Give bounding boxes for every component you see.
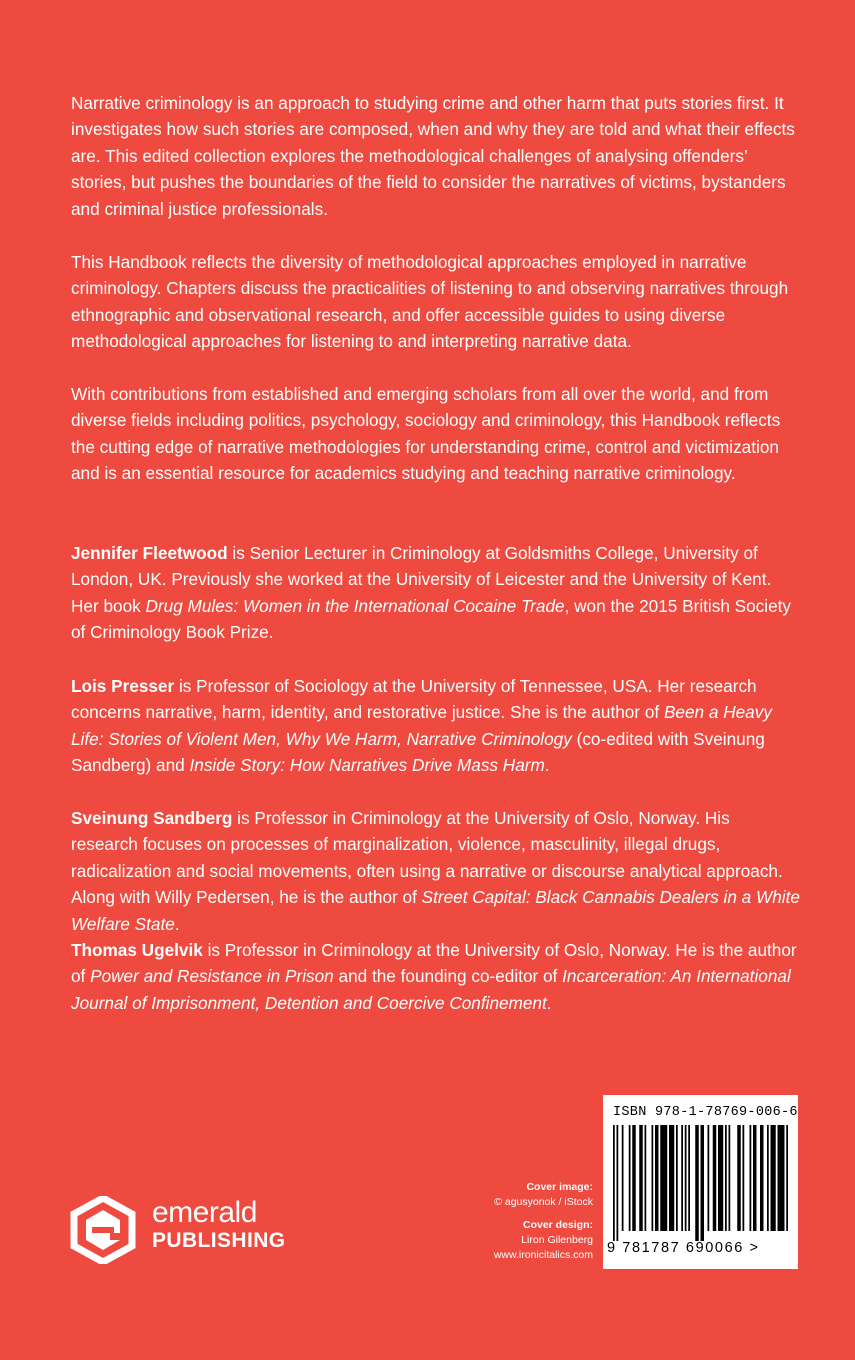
bio-text: is Professor of Sociology at the University of Tennessee, USA. Her research concerns narrative, harm, identity, and restorative justice. She is the author of [71,676,757,723]
bio-text: . [546,992,552,1013]
book-title: Drug Mules: Women in the International Cocaine Trade [145,595,565,616]
isbn-barcode [603,1095,798,1269]
publisher-wordmark [152,1198,286,1252]
blurb-paragraph-2 [71,249,801,355]
blurb-text: With contributions from established and emerging scholars from all over the world, and from diverse fields including politics, psychology, sociology and criminology, this Handbook reflects the cutting edge of narrative methodologies for understanding crime, control and victimization and is an essential resource for academics studying and teaching narrative criminology. [71,384,781,484]
book-title: Street Capital: Black Cannabis Dealers in a White Welfare State [71,887,800,934]
barcode-bar [676,1125,678,1231]
barcode-bar [786,1125,788,1231]
barcode-bar [639,1125,643,1231]
designer-url: www.ironicitalics.com [493,1249,593,1261]
author-name: Thomas Ugelvik [71,940,203,960]
barcode-bar [613,1125,615,1241]
cover-credits [494,1180,593,1263]
barcode-bar [729,1125,731,1231]
barcode-bar [718,1125,723,1231]
barcode-digits: 9 781787 690066 > [607,1240,760,1256]
blurb-text: This Handbook reflects the diversity of methodological approaches employed in narrative criminology. Chapters discuss the practicalities of listening to and observing narratives through ethnographic and observational research, and offer accessible guides to using diverse methodological approaches for listening to and interpreting narrative data. [71,252,789,352]
emerald-logo-icon [70,1196,136,1264]
cover-image-credit: © agusyonok / iStock [494,1196,593,1208]
bio-text: , won the 2015 British Society of Criminology Book Prize. [71,595,792,643]
cover-design-label: Cover design: [522,1219,593,1231]
barcode-bar [681,1125,683,1231]
blurb-paragraph-1 [71,90,801,222]
barcode-bar [767,1125,769,1231]
barcode-bar [708,1125,710,1231]
barcode-bar [622,1125,624,1231]
barcode-bar [688,1125,690,1231]
author-name: Lois Presser [71,676,175,696]
barcode-bar [760,1125,764,1231]
bio-fleetwood [71,540,801,646]
book-title: Incarceration: An International Journal of Imprisonment, Detention and Coercive Confinement [71,966,791,1013]
publisher-name-bottom: PUBLISHING [152,1229,286,1252]
barcode-bar [685,1125,687,1231]
barcode-bar [695,1125,699,1241]
barcode-bar [632,1125,636,1231]
barcode-bar [655,1125,659,1231]
bio-ugelvik [71,937,801,1016]
barcode-bar [701,1125,705,1241]
bio-text: is Senior Lecturer in Criminology at Goldsmiths College, University of London, UK. Previously she worked at the University of Leicester and the University of Kent. Her book [71,543,772,616]
barcode-bar [753,1125,757,1231]
author-name: Jennifer Fleetwood [71,543,228,563]
author-name: Sveinung Sandberg [71,808,233,828]
bio-text: is Professor in Criminology at the University of Oslo, Norway. His research focuses on processes of marginalization, violence, masculinity, illegal drugs, radicalization and social movements, often using a narrative or discourse analytical approach. Along with Willy Pedersen, he is the author of [71,808,783,908]
barcode-bar [652,1125,654,1231]
barcode-bar [771,1125,776,1231]
bio-presser [71,673,801,779]
barcode-bar [660,1125,667,1231]
barcode-bar [725,1125,727,1231]
bio-sandberg [71,805,801,937]
bio-text: and the founding co-editor of [333,966,563,987]
publisher-name-top: emerald [152,1196,257,1229]
bio-text: . [544,755,550,776]
barcode-bars [611,1125,790,1241]
book-title: Been a Heavy Life: Stories of Violent Men, Why We Harm, Narrative Criminology [71,702,772,749]
barcode-bar [629,1125,631,1231]
book-title: Power and Resistance in Prison [90,966,334,987]
bio-text: is Professor in Criminology at the University of Oslo, Norway. He is the author of [71,940,797,987]
bio-text: (co-edited with Sveinung Sandberg) and [71,728,765,776]
barcode-bar [617,1125,619,1241]
cover-designer: Liron Gilenberg [521,1234,593,1246]
barcode-bar [713,1125,717,1231]
barcode-bar [743,1125,745,1231]
barcode-bar [737,1125,741,1231]
book-title: Inside Story: How Narratives Drive Mass Harm [189,755,545,776]
barcode-bar [778,1125,785,1231]
blurb-paragraph-3 [71,381,801,487]
blurb-text: Narrative criminology is an approach to studying crime and other harm that puts stories first. It investigates how such stories are composed, when and why they are told and what their effects are. This edited collection explores the methodological challenges of analysing offenders’ stories, but pushes the boundaries of the field to consider the narratives of victims, bystanders and criminal justice professionals. [71,93,795,219]
barcode-bar [669,1125,674,1231]
barcode-bar [750,1125,752,1231]
barcode-bar [645,1125,647,1231]
bio-text: . [174,913,180,934]
isbn-number: ISBN 978-1-78769-006-6 [613,1105,798,1120]
cover-image-label: Cover image: [526,1181,593,1193]
